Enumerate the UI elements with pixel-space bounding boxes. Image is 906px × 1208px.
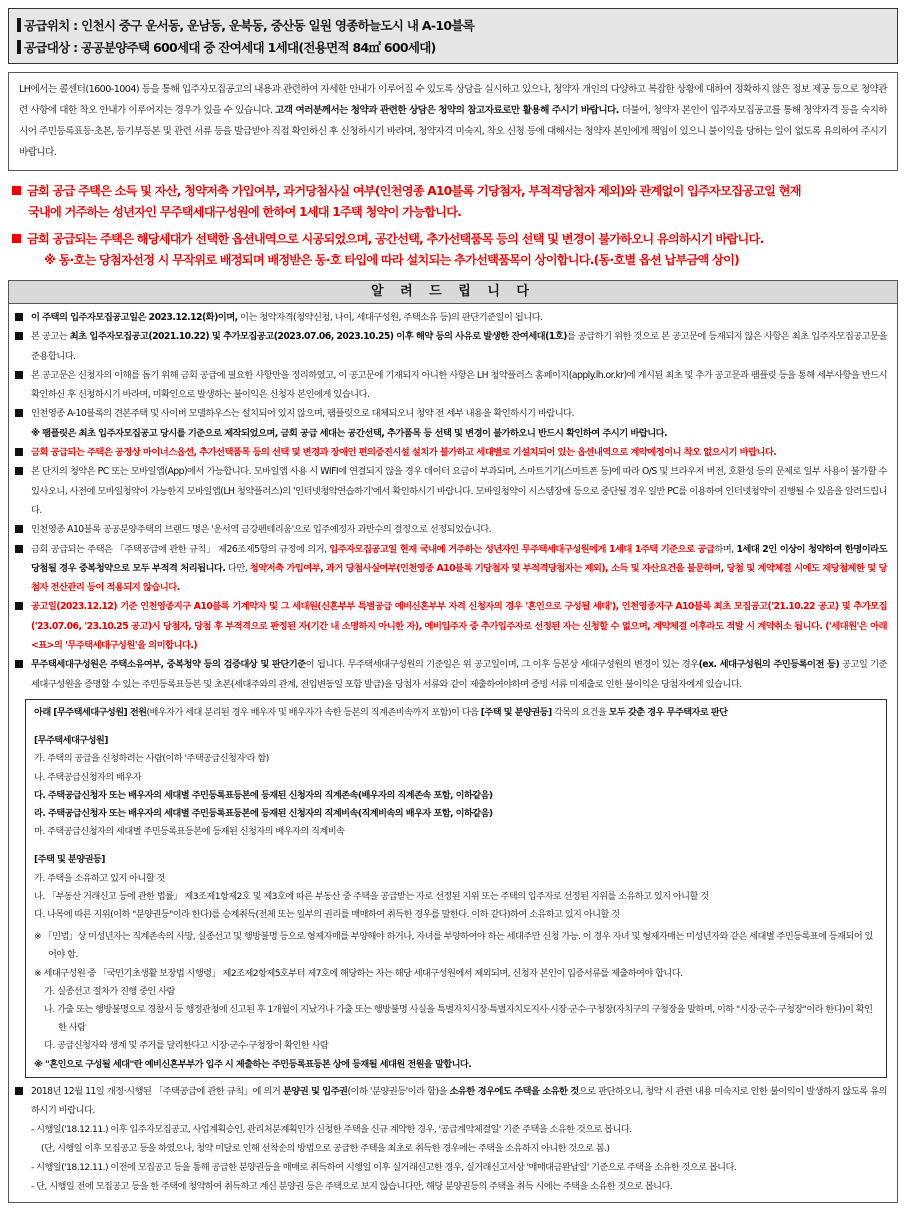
- bullet-icon: [15, 371, 23, 379]
- rule-detail: (단, 시행일 이후 모집공고 등을 하였으나, 청약 미달로 인해 선착순의 방법으로 공급한 주택을 최초로 취득한 경우에는 주택을 소유하지 아니한 것으로 봄.): [41, 1143, 610, 1155]
- notice-item: 금회 공급되는 주택은 공정상 마이너스옵션, 추가선택품목 등의 선택 및 변경과 장애인 편의증진시설 설치가 불가하고 세대별로 기설치되어 있는 옵션내역으로 계약예정이니 착오 없으시기 바랍니다.: [13, 443, 887, 462]
- bullet-icon: [15, 448, 23, 456]
- bullet-icon: [15, 660, 23, 668]
- warning-2: 금회 공급되는 주택은 해당세대가 선택한 옵션내역으로 시공되었으며, 공간선택, 추가선택품목 등의 선택 및 변경이 불가하오니 유의하시기 바랍니다.: [12, 229, 898, 250]
- notice-title: 알 려 드 립 니 다: [8, 280, 898, 304]
- member-item: 가. 주택의 공급을 신청하려는 사람(이하 '주택공급신청자'라 함): [34, 753, 269, 765]
- definition-heading: 아래 [무주택세대구성원] 전원(배우자가 세대 분리된 경우 배우자 및 배우자가 속한 등본의 직계존비속까지 포함)이 다음 [주택 및 분양권등] 각목의 요건을 모두 갖춘 경우 무주택자로 판단: [34, 706, 728, 718]
- warning-2-note: ※ 동·호는 당첨자선정 시 무작위로 배정되며 배정받은 동·호 타입에 따라 설치되는 추가선택품목이 상이합니다.(동·호별 옵션 납부금액 상이): [44, 253, 739, 267]
- bullet-icon: [15, 409, 23, 417]
- supply-target: 공급대상 : 공공분양주택 600세대 중 잔여세대 1세대(전용면적 84㎡ 600세대): [17, 37, 889, 59]
- members-title: [무주택세대구성원]: [34, 735, 108, 747]
- warning-1-cont: 국내에 거주하는 성년자인 무주택세대구성원에 한하여 1세대 1주택 청약이 가능합니다.: [28, 205, 462, 219]
- house-item: 가. 주택을 소유하고 있지 아니할 것: [34, 872, 165, 884]
- notice-item: 이 주택의 입주자모집공고일은 2023.12.12(화)이며, 이는 청약자격(청약신청, 나이, 세대구성원, 주택소유 등)의 판단기준일이 됩니다.: [13, 308, 887, 327]
- notice-item: 무주택세대구성원은 주택소유여부, 중복청약 등의 검증대상 및 판단기준이 됩니다. 무주택세대구성원의 기준일은 위 공고일이며, 그 이후 등본상 세대구성원의 변경이 있는 경우(ex. 세대구성원의 주민등록이전 등) 공고일 기준 세대구성원을 증명할 수 있는 주민등록표등본 및 초본(세대주와의 관계, 전입변동일 포함 발급)을 당첨자 서류와 같이 제출하여야하며 증빙 서류 미제출로 인한 불이익은 당첨자에게 있습니다.: [13, 655, 887, 694]
- supply-summary-box: [8, 8, 898, 64]
- bullet-icon: [15, 545, 23, 553]
- notice-body: [8, 304, 898, 1203]
- red-square-icon: [12, 234, 21, 243]
- member-item: 마. 주택공급신청자의 세대별 주민등록표등본에 등재된 신청자의 배우자의 직계비속: [34, 826, 345, 838]
- notice-item: 본 공고문은 신청자의 이해를 돕기 위해 금회 공급에 필요한 사항만을 정리하였고, 이 공고문에 기재되지 아니한 사항은 LH 청약플러스 홈페이지(apply.lh.or.kr)에 게시된 최초 및 추가 공고문과 팸플릿 등을 통해 세부사항을 반드시 확인하신 후 신청하시기 바라며, 미확인으로 발생하는 불이익은 신청자 본인에게 있습니다.: [13, 366, 887, 405]
- intro-notice: LH에서는 콜센터(1600-1004) 등을 통해 입주자모집공고의 내용과 관련하여 자세한 안내가 이루어질 수 있도록 상담을 실시하고 있으나, 청약자 개인의 다양하고 복잡한 상황에 대하여 정확하지 않은 정보 제공 등으로 청약관련 사항에 대한 착오 안내가 이루어지는 경우가 있을 수 있습니다. 고객 여러분께서는 청약과 관련한 상담은 청약의 참고자료로만 활용해 주시기 바랍니다. 더불어, 청약자 본인이 입주자모집공고를 통해 청약자격 등을 숙지하시어 주민등록표등·초본, 등기부등본 및 관련 서류 등을 발급받아 직접 확인하신 후 신청하시기 바라며, 청약자격 미숙지, 착오 신청 등에 대해서는 청약자 본인에게 책임이 있으니 불이익을 당하는 일이 없도록 유의하여 주시기 바랍니다.: [8, 72, 898, 171]
- definition-note: ※ 세대구성원 중 「국민기초생활 보장법 시행령」 제2조제2항제5호부터 제7호에 해당하는 자는 해당 세대구성원에서 제외되며, 신청자 본인이 입증서류를 제출하여야 합니다.: [34, 967, 683, 979]
- notice-item: 인천영종 A-10블록의 견본주택 및 사이버 모델하우스는 설치되어 있지 않으며, 팸플릿으로 대체되오니 청약 전 세부 내용을 확인하시기 바랍니다.: [13, 404, 887, 423]
- bar-marker-icon: [17, 18, 21, 32]
- member-item: 나. 주택공급신청자의 배우자: [34, 771, 142, 783]
- warning-block: [8, 181, 898, 271]
- definition-note-item: 나. 가출 또는 행방불명으로 경찰서 등 행정관청에 신고된 후 1개월이 지났거나 가출 또는 행방불명 사실을 특별자치시장·특별자치도지사·시장·군수·구청장(자치구의 구청장을 말하며, 이하 "시장·군수·구청장"이라 한다)이 확인한 사람: [44, 1003, 873, 1034]
- notice-item: 본 공고는 최초 입주자모집공고(2021.10.22) 및 추가모집공고(2023.07.06, 2023.10.25) 이후 해약 등의 사유로 발생한 잔여세대(1호)를 공급하기 위한 것으로 본 공고문에 등재되지 않은 사항은 최초 입주자모집공고문을 준용합니다.: [13, 327, 887, 366]
- member-item: 다. 주택공급신청자 또는 배우자의 세대별 주민등록표등본에 등재된 신청자의 직계존속(배우자의 직계존속 포함, 이하같음): [34, 789, 493, 801]
- bullet-icon: [15, 1087, 23, 1095]
- definition-note-item: 가. 실종선고 절차가 진행 중인 사람: [44, 985, 175, 997]
- bullet-icon: [15, 313, 23, 321]
- house-item: 나. 「부동산 거래신고 등에 관한 법률」 제3조제1항제2호 및 제3호에 따른 부동산 중 주택을 공급받는 자로 선정된 지위 또는 주택의 입주자로 선정된 지위를 소유하고 있지 아니할 것: [34, 890, 709, 902]
- homeless-definition-box: [25, 699, 887, 1078]
- rule-detail: - 시행일('18.12.11.) 이후 입주자모집공고, 사업계획승인, 관리처분계획인가 신청한 주택을 신규 계약한 경우, '공급계약체결일' 기준 주택을 소유한 것으로 봅니다.: [31, 1124, 632, 1136]
- definition-note: ※ 「민법」상 미성년자는 직계존속의 사망, 실종선고 및 행방불명 등으로 형제자매를 부양해야 하거나, 자녀를 부양하여야 하는 세대주만 신청 가능. 이 경우 자녀 및 형제자매는 미성년자와 같은 세대별 주민등록표에 등재되어 있어야 함.: [34, 931, 873, 961]
- house-item: 다. 나목에 따른 지위(이하 "분양권등"이라 한다)를 승계취득(전체 또는 일부의 권리를 매매하여 취득한 경우를 말한다. 이하 같다)하여 소유하고 있지 아니할 것: [34, 908, 620, 920]
- warning-1: 금회 공급 주택은 소득 및 자산, 청약저축 가입여부, 과거당첨사실 여부(인천영종 A10블록 기당첨자, 부적격당첨자 제외)와 관계없이 입주자모집공고일 현재: [12, 181, 898, 202]
- rule-detail: - 단, 시행일 전에 모집공고 등을 한 주택에 청약하여 취득하고 계신 분양권 등은 주택으로 보지 않습니다만, 해당 분양권등의 주택을 취득 시에는 주택을 소유한 것으로 봅니다.: [31, 1181, 673, 1193]
- bar-marker-icon: [17, 40, 21, 54]
- notice-item: 공고일(2023.12.12) 기준 인천영종지구 A10블록 기계약자 및 그 세대원(신혼부부 특별공급 예비신혼부부 자격 신청자의 경우 '혼인으로 구성될 세대'), 인천영종지구 A10블록 최초 모집공고('21.10.22 공고) 및 추가모집('23.07.06, '23.10.25 공고)시 당첨자, 당첨 후 부적격으로 판정된 자(기간 내 소명하지 아니한 자), 예비입주자 중 추가입주자로 선정된 자는 신청할 수 없으며, 계약체결 이후라도 적발 시 계약취소 됩니다. ('세대원'은 아래 <표>의 '무주택세대구성원'을 의미합니다.): [13, 597, 887, 655]
- notice-item: 인천영종 A10블록 공공분양주택의 브랜드 명은 '운서역 금강펜테리움'으로 입주예정자 과반수의 결정으로 선정되었습니다.: [13, 520, 887, 539]
- notice-item: 2018년 12월 11일 개정·시행된 「주택공급에 관한 규칙」에 의거 분양권 및 입주권(이하 '분양권등'이라 함)을 소유한 경우에도 주택을 소유한 것으로 판단하오니, 청약 시 관련 내용 미숙지로 인한 불이익이 발생하지 않도록 유의하시기 바랍니다.: [13, 1082, 887, 1121]
- bullet-icon: [15, 467, 23, 475]
- definition-note-item: 다. 공급신청자와 생계 및 주거를 달리한다고 시장·군수·구청장이 확인한 사람: [44, 1040, 329, 1052]
- red-square-icon: [12, 186, 21, 195]
- house-title: [주택 및 분양권등]: [34, 854, 105, 866]
- notice-item: 금회 공급되는 주택은 「주택공급에 관한 규칙」 제26조제5항의 규정에 의거, 입주자모집공고일 현재 국내에 거주하는 성년자인 무주택세대구성원에게 1세대 1주택 기준으로 공급하며, 1세대 2인 이상이 청약하여 한명이라도 당첨될 경우 중복청약으로 모두 부적격 처리됩니다. 다만, 청약저축 가입여부, 과거 당첨사실여부(인천영종 A10블록 기당첨자 및 부적격당첨자는 제외), 소득 및 자산요건을 불문하며, 당첨 및 계약체결 시에도 재당첨제한 및 당첨자 전산관리 등이 적용되지 않습니다.: [13, 540, 887, 598]
- definition-note: ※ "혼인으로 구성될 세대"란 예비신혼부부가 입주 시 제출하는 주민등록표등본 상에 등재될 세대원 전원을 말합니다.: [34, 1058, 472, 1070]
- bullet-icon: [15, 525, 23, 533]
- bullet-icon: [15, 602, 23, 610]
- notice-item: 본 단지의 청약은 PC 또는 모바일앱(App)에서 가능합니다. 모바일앱 사용 시 WIFI에 연결되지 않을 경우 데이터 요금이 부과되며, 스마트기기(스마트폰 등)에 따라 O/S 및 브라우저 버전, 호환성 등의 문제로 일부 사용이 불가할 수 있사오니, 사전에 모바일청약이 가능한지 모바일앱(LH 청약플러스)의 '인터넷청약연습하기'에서 확인하시기 바랍니다. 모바일청약이 시스템장애 등으로 중단될 경우 일반 PC를 이용하여 인터넷청약이 진행될 수 있음을 알려드립니다.: [13, 462, 887, 520]
- rule-detail: - 시행일('18.12.11.) 이전에 모집공고 등을 통해 공급한 분양권등을 매매로 취득하여 시행일 이후 실거래신고한 경우, 실거래신고서상 '매매대금완납일' 기준으로 주택을 소유한 것으로 봅니다.: [31, 1162, 737, 1174]
- member-item: 라. 주택공급신청자 또는 배우자의 세대별 주민등록표등본에 등재된 신청자의 직계비속(직계비속의 배우자 포함, 이하같음): [34, 807, 493, 819]
- supply-location: 공급위치 : 인천시 중구 운서동, 운남동, 운북동, 중산동 일원 영종하늘도시 내 A-10블록: [17, 15, 889, 37]
- notice-sub-note: ※ 팸플릿은 최초 입주자모집공고 당시를 기준으로 제작되었으며, 금회 공급 세대는 공간선택, 추가품목 등 선택 및 변경이 불가하오니 반드시 확인하여 주시기 바랍니다.: [31, 427, 668, 439]
- bullet-icon: [15, 332, 23, 340]
